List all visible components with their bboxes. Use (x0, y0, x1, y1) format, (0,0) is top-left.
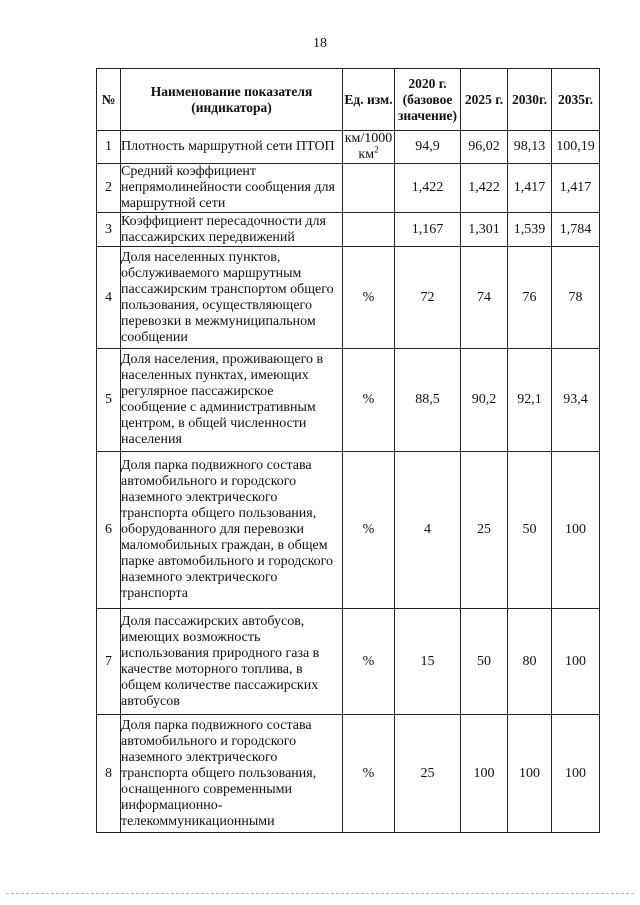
row-num: 5 (97, 349, 121, 452)
indicator-name: Доля парка подвижного состава автомобильного и городского наземного электрического транспорта общего пользования, оснащенного современными информационно-телекоммуникационными (121, 715, 343, 833)
row-num: 3 (97, 213, 121, 247)
table-row (97, 452, 600, 609)
table-row (97, 131, 600, 164)
value-2020: 15 (395, 609, 461, 715)
unit-cell: % (343, 715, 395, 833)
value-2035: 1,417 (552, 164, 600, 213)
indicator-name: Доля пассажирских автобусов, имеющих возможность использования природного газа в качестве моторного топлива, в общем количестве пассажирских автобусов (121, 609, 343, 715)
value-2035: 100 (552, 452, 600, 609)
value-2025: 90,2 (461, 349, 508, 452)
unit-cell (343, 164, 395, 213)
unit-cell: % (343, 349, 395, 452)
value-2020: 1,167 (395, 213, 461, 247)
unit-base: км/1000 км (344, 131, 393, 162)
header-name: Наименование показателя (индикатора) (121, 69, 343, 131)
unit-sup: 2 (374, 144, 379, 155)
value-2025: 1,301 (461, 213, 508, 247)
value-2035: 100 (552, 715, 600, 833)
value-2030: 1,417 (508, 164, 552, 213)
indicators-table (96, 68, 600, 833)
value-2020: 88,5 (395, 349, 461, 452)
row-num: 1 (97, 131, 121, 164)
row-num: 4 (97, 247, 121, 349)
row-num: 7 (97, 609, 121, 715)
value-2025: 74 (461, 247, 508, 349)
scan-edge-line (6, 893, 634, 894)
value-2025: 96,02 (461, 131, 508, 164)
indicator-name: Доля парка подвижного состава автомобильного и городского наземного электрического транспорта общего пользования, оборудованного для перевозки маломобильных граждан, в общем парке автомобильного и городского наземного электрического транспорта (121, 452, 343, 609)
indicator-name: Плотность маршрутной сети ПТОП (121, 131, 343, 164)
value-2025: 100 (461, 715, 508, 833)
value-2030: 1,539 (508, 213, 552, 247)
value-2030: 80 (508, 609, 552, 715)
value-2020: 94,9 (395, 131, 461, 164)
header-2030: 2030г. (508, 69, 552, 131)
header-2035: 2035г. (552, 69, 600, 131)
value-2025: 50 (461, 609, 508, 715)
unit-cell (343, 213, 395, 247)
row-num: 8 (97, 715, 121, 833)
table-row (97, 715, 600, 833)
indicator-name: Коэффициент пересадочности для пассажирских передвижений (121, 213, 343, 247)
unit-text (345, 131, 393, 162)
value-2020: 1,422 (395, 164, 461, 213)
unit-cell: % (343, 609, 395, 715)
row-num: 6 (97, 452, 121, 609)
header-num: № (97, 69, 121, 131)
table-row (97, 164, 600, 213)
value-2035: 1,784 (552, 213, 600, 247)
value-2020: 4 (395, 452, 461, 609)
value-2035: 100 (552, 609, 600, 715)
value-2030: 50 (508, 452, 552, 609)
value-2030: 92,1 (508, 349, 552, 452)
header-row (97, 69, 600, 131)
header-2025: 2025 г. (461, 69, 508, 131)
table-row (97, 609, 600, 715)
table-row (97, 213, 600, 247)
header-base: 2020 г. (базовое значение) (395, 69, 461, 131)
value-2025: 1,422 (461, 164, 508, 213)
unit-cell: % (343, 247, 395, 349)
page-number: 18 (313, 36, 327, 51)
value-2020: 25 (395, 715, 461, 833)
value-2025: 25 (461, 452, 508, 609)
header-unit: Ед. изм. (343, 69, 395, 131)
unit-cell: % (343, 452, 395, 609)
value-2035: 78 (552, 247, 600, 349)
indicator-name: Доля населенных пунктов, обслуживаемого маршрутным пассажирским транспортом общего пользования, осуществляющего перевозки в межмуниципальном сообщении (121, 247, 343, 349)
indicator-name: Доля населения, проживающего в населенных пунктах, имеющих регулярное пассажирское сообщение с административным центром, в общей численности населения (121, 349, 343, 452)
value-2030: 98,13 (508, 131, 552, 164)
row-num: 2 (97, 164, 121, 213)
table-row (97, 349, 600, 452)
value-2035: 93,4 (552, 349, 600, 452)
table-row (97, 247, 600, 349)
indicator-name: Средний коэффициент непрямолинейности сообщения для маршрутной сети (121, 164, 343, 213)
value-2035: 100,19 (552, 131, 600, 164)
value-2030: 76 (508, 247, 552, 349)
value-2020: 72 (395, 247, 461, 349)
value-2030: 100 (508, 715, 552, 833)
unit-cell (343, 131, 395, 164)
